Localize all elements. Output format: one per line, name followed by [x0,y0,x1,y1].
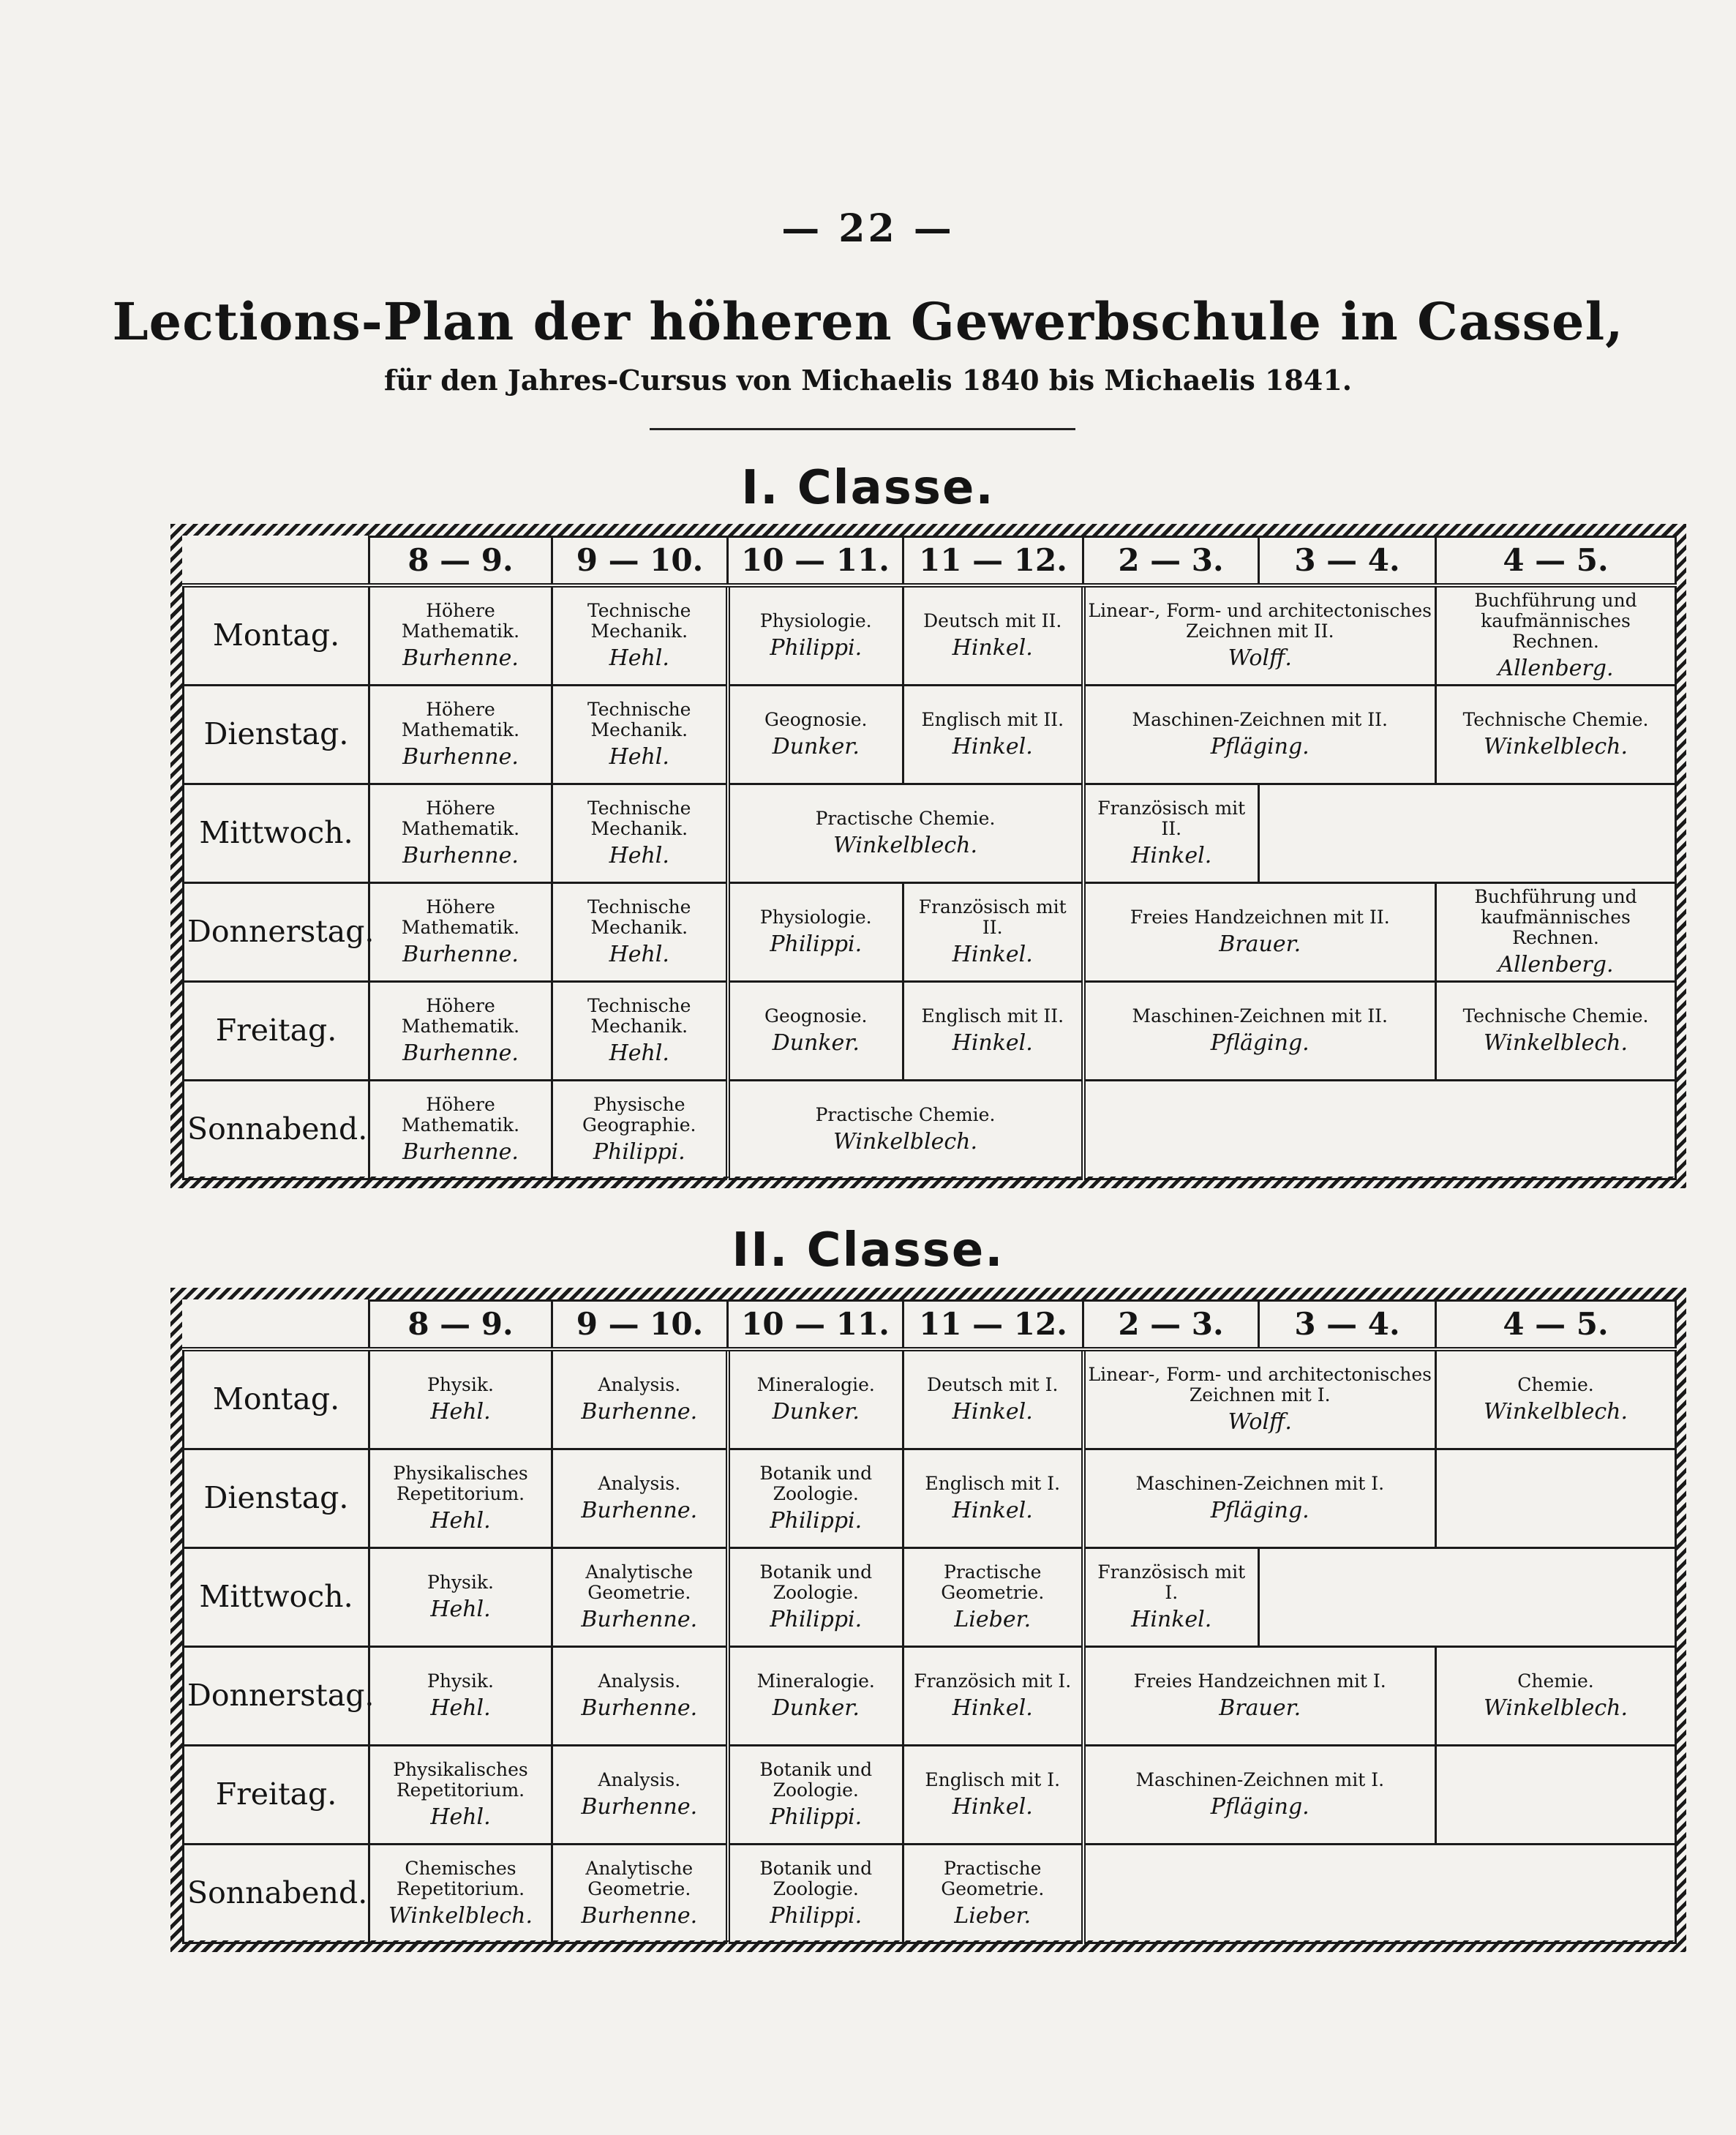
class1-cell [552,883,728,982]
class2-heading: II. Classe. [732,1223,1004,1277]
class1-cell [728,1081,1083,1179]
class2-cell [552,1548,728,1647]
class1-header-corner [184,537,369,586]
teacher: Winkelblech. [833,833,977,859]
teacher: Dunker. [772,1695,860,1722]
subject: Technische Chemie. [1462,709,1649,731]
teacher: Philippi. [770,1804,863,1831]
class2-empty-cell [1436,1449,1676,1548]
teacher: Hinkel. [1131,1607,1212,1633]
class2-cell [369,1647,552,1746]
subject: Analysis. [598,1473,681,1495]
teacher: Hinkel. [952,635,1033,661]
class1-cell [369,585,552,686]
subject: Analytische Geometrie. [585,1561,694,1604]
class2-time-8-9: 8 — 9. [369,1301,552,1350]
class2-day-mittwoch: Mittwoch. [184,1548,369,1647]
class1-cell [1083,686,1436,784]
class2-time-11-12: 11 — 12. [903,1301,1083,1350]
class1-time-10-11: 10 — 11. [728,537,903,586]
subject: Maschinen-Zeichnen mit I. [1135,1473,1385,1495]
teacher: Philippi. [770,1508,863,1534]
teacher: Hinkel. [952,1399,1033,1425]
teacher: Winkelblech. [1484,1695,1628,1722]
teacher: Winkelblech. [1484,1399,1628,1425]
class1-cell [728,585,903,686]
subject: Practische Geometrie. [941,1858,1045,1900]
class1-cell [903,585,1083,686]
teacher: Hinkel. [952,734,1033,760]
class1-time-3-4: 3 — 4. [1259,537,1436,586]
subject: Linear-, Form- und architectonisches Zeichnen mit II. [1088,600,1432,642]
class1-cell [903,982,1083,1081]
document-title: Lections-Plan der höheren Gewerbschule in Cassel, [112,291,1624,352]
class2-cell [369,1746,552,1845]
class2-day-montag: Montag. [184,1349,369,1449]
class2-cell [728,1349,903,1449]
subject: Technische Mechanik. [587,600,691,642]
teacher: Philippi. [770,1903,863,1929]
class2-empty-cell [1259,1548,1676,1647]
teacher: Burhenne. [402,645,519,672]
class2-row-freitag [184,1746,1676,1845]
class2-cell [903,1647,1083,1746]
class1-cell [552,982,728,1081]
class1-row-mittwoch [184,784,1676,883]
subject: Analysis. [598,1769,681,1791]
class2-cell [552,1845,728,1943]
class2-cell [1436,1349,1676,1449]
class2-cell [369,1548,552,1647]
class1-day-freitag: Freitag. [184,982,369,1081]
class2-header-corner [184,1301,369,1350]
class1-row-freitag [184,982,1676,1081]
subject: Englisch mit I. [925,1473,1061,1495]
teacher: Brauer. [1219,1695,1301,1722]
subject: Französisch mit I. [1097,1561,1246,1604]
class1-empty-cell [1083,1081,1676,1179]
class1-timetable [170,524,1686,1188]
teacher: Hehl. [430,1695,491,1722]
class1-header-row [184,537,1676,586]
subject: Maschinen-Zeichnen mit II. [1132,1005,1388,1027]
subject: Maschinen-Zeichnen mit I. [1135,1769,1385,1791]
teacher: Hinkel. [1131,843,1212,869]
subject: Höhere Mathematik. [401,798,520,840]
teacher: Allenberg. [1498,952,1614,978]
subject: Physik. [427,1572,494,1594]
class2-cell [552,1647,728,1746]
subject: Technische Mechanik. [587,798,691,840]
class2-cell [903,1349,1083,1449]
subject: Practische Geometrie. [941,1561,1045,1604]
subject: Botanik und Zoologie. [759,1759,873,1801]
class2-cell [1083,1349,1436,1449]
class2-empty-cell [1436,1746,1676,1845]
subject: Maschinen-Zeichnen mit II. [1132,709,1388,731]
class1-cell [1436,982,1676,1081]
teacher: Philippi. [770,1607,863,1633]
teacher: Hehl. [430,1804,491,1831]
teacher: Winkelblech. [1484,1030,1628,1057]
teacher: Burhenne. [581,1498,698,1524]
subject: Höhere Mathematik. [401,600,520,642]
class1-cell [728,784,1083,883]
class2-cell [1083,1449,1436,1548]
teacher: Pfläging. [1210,1498,1309,1524]
class2-row-donnerstag [184,1647,1676,1746]
subject: Buchführung und kaufmännisches Rechnen. [1474,590,1637,653]
subject: Technische Mechanik. [587,699,691,741]
class2-cell [369,1449,552,1548]
teacher: Burhenne. [581,1607,698,1633]
subject: Physikalisches Repetitorium. [393,1759,528,1801]
class1-time-9-10: 9 — 10. [552,537,728,586]
teacher: Brauer. [1219,931,1301,958]
class2-cell [552,1349,728,1449]
class2-cell [552,1449,728,1548]
subject: Englisch mit I. [925,1769,1061,1791]
subject: Englisch mit II. [921,1005,1064,1027]
class2-cell [728,1449,903,1548]
class1-cell [552,585,728,686]
class2-time-10-11: 10 — 11. [728,1301,903,1350]
class2-time-2-3: 2 — 3. [1083,1301,1259,1350]
class2-table [182,1299,1677,1944]
subject: Botanik und Zoologie. [759,1858,873,1900]
class1-cell [903,883,1083,982]
subject: Deutsch mit I. [927,1374,1059,1396]
class2-row-dienstag [184,1449,1676,1548]
subject: Mineralogie. [756,1374,875,1396]
subject: Buchführung und kaufmännisches Rechnen. [1474,886,1637,949]
subject: Französisch mit II. [918,896,1067,939]
class2-cell [728,1746,903,1845]
class1-cell [552,784,728,883]
class2-day-freitag: Freitag. [184,1746,369,1845]
class1-cell [369,982,552,1081]
class2-day-dienstag: Dienstag. [184,1449,369,1548]
class1-empty-cell [1259,784,1676,883]
subject: Technische Mechanik. [587,896,691,939]
class2-cell [903,1845,1083,1943]
subject: Analytische Geometrie. [585,1858,694,1900]
subject: Practische Chemie. [815,808,996,830]
class1-cell [552,686,728,784]
title-underline [650,428,1075,430]
class1-row-dienstag [184,686,1676,784]
class1-time-11-12: 11 — 12. [903,537,1083,586]
subject: Französisch mit II. [1097,798,1246,840]
subject: Analysis. [598,1670,681,1692]
teacher: Burhenne. [581,1399,698,1425]
class1-day-dienstag: Dienstag. [184,686,369,784]
class1-cell [1083,784,1259,883]
class1-heading: I. Classe. [741,461,995,515]
subject: Höhere Mathematik. [401,896,520,939]
subject: Deutsch mit II. [923,610,1062,632]
class2-time-4-5: 4 — 5. [1436,1301,1676,1350]
class1-day-donnerstag: Donnerstag. [184,883,369,982]
class1-cell [369,686,552,784]
class2-row-sonnabend [184,1845,1676,1943]
teacher: Burhenne. [581,1695,698,1722]
teacher: Wolff. [1228,645,1292,672]
class1-cell [728,686,903,784]
teacher: Pfläging. [1210,1794,1309,1820]
subject: Freies Handzeichnen mit II. [1130,907,1390,928]
class1-cell [1083,585,1436,686]
subject: Höhere Mathematik. [401,1094,520,1136]
class1-day-sonnabend: Sonnabend. [184,1081,369,1179]
teacher: Hinkel. [952,942,1033,968]
class2-time-3-4: 3 — 4. [1259,1301,1436,1350]
class1-row-montag [184,585,1676,686]
teacher: Winkelblech. [1484,734,1628,760]
subject: Physikalisches Repetitorium. [393,1463,528,1505]
teacher: Hinkel. [952,1794,1033,1820]
subject: Analysis. [598,1374,681,1396]
class2-header-row [184,1301,1676,1350]
subject: Physik. [427,1670,494,1692]
class2-cell [728,1548,903,1647]
class2-cell [903,1746,1083,1845]
teacher: Winkelblech. [388,1903,533,1929]
subject: Höhere Mathematik. [401,995,520,1038]
teacher: Allenberg. [1498,656,1614,682]
class1-cell [728,982,903,1081]
class1-table [182,536,1677,1180]
teacher: Burhenne. [581,1903,698,1929]
class1-cell [1436,883,1676,982]
class1-cell [369,784,552,883]
teacher: Hinkel. [952,1695,1033,1722]
class1-time-8-9: 8 — 9. [369,537,552,586]
class2-cell [1083,1548,1259,1647]
teacher: Dunker. [772,1399,860,1425]
class1-cell [552,1081,728,1179]
teacher: Hehl. [430,1596,491,1623]
subject: Physik. [427,1374,494,1396]
class1-cell [1083,982,1436,1081]
teacher: Hehl. [609,1040,669,1067]
subject: Technische Chemie. [1462,1005,1649,1027]
subject: Englisch mit II. [921,709,1064,731]
teacher: Philippi. [770,635,863,661]
class2-cell [1436,1647,1676,1746]
class2-day-donnerstag: Donnerstag. [184,1647,369,1746]
page-number: — 22 — [781,206,955,251]
subject: Geognosie. [764,1005,868,1027]
class2-timetable [170,1288,1686,1952]
subject: Mineralogie. [756,1670,875,1692]
class2-cell [728,1647,903,1746]
class2-cell [1083,1746,1436,1845]
class1-cell [1436,585,1676,686]
teacher: Dunker. [772,734,860,760]
class2-row-montag [184,1349,1676,1449]
class1-row-donnerstag [184,883,1676,982]
teacher: Burhenne. [402,1040,519,1067]
teacher: Philippi. [770,931,863,958]
teacher: Hehl. [609,645,669,672]
class1-row-sonnabend [184,1081,1676,1179]
subject: Chemie. [1517,1374,1594,1396]
class2-cell [369,1349,552,1449]
subject: Botanik und Zoologie. [759,1463,873,1505]
teacher: Burhenne. [402,744,519,770]
teacher: Winkelblech. [833,1129,977,1155]
teacher: Pfläging. [1210,734,1309,760]
class1-time-4-5: 4 — 5. [1436,537,1676,586]
teacher: Hehl. [609,744,669,770]
subject: Höhere Mathematik. [401,699,520,741]
teacher: Lieber. [954,1903,1032,1929]
subject: Technische Mechanik. [587,995,691,1038]
teacher: Burhenne. [402,843,519,869]
teacher: Philippi. [593,1139,685,1166]
class2-cell [903,1449,1083,1548]
subject: Practische Chemie. [815,1104,996,1126]
class2-cell [728,1845,903,1943]
teacher: Hinkel. [952,1498,1033,1524]
teacher: Pfläging. [1210,1030,1309,1057]
subject: Physische Geographie. [582,1094,696,1136]
class1-time-2-3: 2 — 3. [1083,537,1259,586]
teacher: Hehl. [430,1399,491,1425]
teacher: Burhenne. [402,942,519,968]
class1-day-montag: Montag. [184,585,369,686]
class1-cell [369,883,552,982]
class2-time-9-10: 9 — 10. [552,1301,728,1350]
class2-cell [369,1845,552,1943]
class1-day-mittwoch: Mittwoch. [184,784,369,883]
class1-cell [728,883,903,982]
subject: Physiologie. [759,610,872,632]
class1-cell [369,1081,552,1179]
teacher: Burhenne. [402,1139,519,1166]
subject: Botanik und Zoologie. [759,1561,873,1604]
class1-cell [903,686,1083,784]
class2-cell [552,1746,728,1845]
class2-day-sonnabend: Sonnabend. [184,1845,369,1943]
subject: Französich mit I. [914,1670,1072,1692]
teacher: Hehl. [609,942,669,968]
class2-row-mittwoch [184,1548,1676,1647]
class1-cell [1083,883,1436,982]
teacher: Hinkel. [952,1030,1033,1057]
teacher: Dunker. [772,1030,860,1057]
subject: Chemie. [1517,1670,1594,1692]
subject: Chemisches Repetitorium. [396,1858,525,1900]
subject: Physiologie. [759,907,872,928]
class2-cell [1083,1647,1436,1746]
teacher: Lieber. [954,1607,1032,1633]
teacher: Burhenne. [581,1794,698,1820]
document-subtitle: für den Jahres-Cursus von Michaelis 1840 bis Michaelis 1841. [384,364,1352,397]
teacher: Wolff. [1228,1409,1292,1436]
subject: Linear-, Form- und architectonisches Zeichnen mit I. [1088,1364,1432,1406]
teacher: Hehl. [609,843,669,869]
class1-cell [1436,686,1676,784]
teacher: Hehl. [430,1508,491,1534]
class2-cell [903,1548,1083,1647]
class2-empty-cell [1083,1845,1676,1943]
subject: Freies Handzeichnen mit I. [1133,1670,1386,1692]
subject: Geognosie. [764,709,868,731]
